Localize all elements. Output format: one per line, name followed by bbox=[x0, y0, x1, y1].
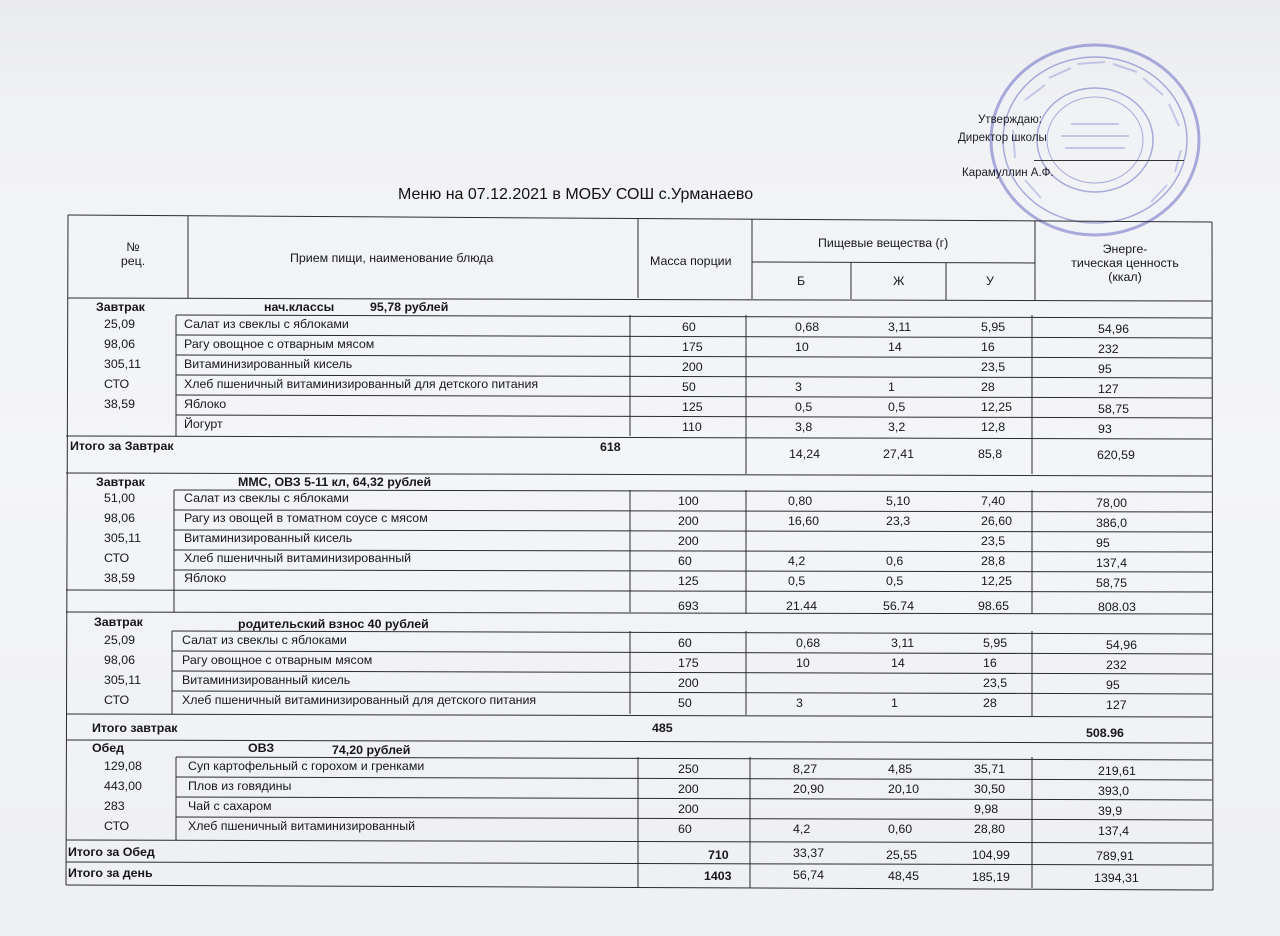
total-carbs: 98.65 bbox=[978, 599, 1010, 613]
portion-mass: 250 bbox=[678, 762, 699, 776]
page-title: Меню на 07.12.2021 в МОБУ СОШ с.Урманаево bbox=[398, 186, 754, 203]
recipe-number: 51,00 bbox=[104, 491, 136, 505]
recipe-number: 38,59 bbox=[104, 397, 136, 411]
carbs-value: 23,5 bbox=[983, 676, 1008, 690]
recipe-number: 98,06 bbox=[104, 337, 136, 351]
total-protein: 33,37 bbox=[793, 846, 825, 860]
header-nutrients: Пищевые вещества (г) bbox=[818, 236, 949, 250]
energy-value: 78,00 bbox=[1096, 496, 1128, 510]
dish-name: Йогурт bbox=[184, 417, 223, 431]
header-energy: Энерге- тическая ценность (ккал) bbox=[1071, 242, 1179, 284]
carbs-value: 28,8 bbox=[981, 554, 1006, 568]
energy-value: 127 bbox=[1098, 382, 1119, 396]
header-fat: Ж bbox=[893, 274, 905, 288]
total-energy: 808.03 bbox=[1098, 600, 1136, 614]
portion-mass: 200 bbox=[678, 514, 699, 528]
fat-value: 5,10 bbox=[886, 494, 911, 508]
carbs-value: 9,98 bbox=[974, 802, 999, 816]
section-heading-group: ОВЗ bbox=[248, 741, 275, 755]
fat-value: 14 bbox=[888, 340, 902, 354]
section-heading-group: ММС, ОВЗ 5-11 кл, 64,32 рублей bbox=[238, 475, 432, 489]
dish-name: Суп картофельный с горохом и гренками bbox=[188, 759, 425, 773]
carbs-value: 12,8 bbox=[981, 420, 1006, 434]
dish-name: Салат из свеклы с яблоками bbox=[184, 317, 349, 331]
protein-value: 4,2 bbox=[788, 554, 806, 568]
portion-mass: 100 bbox=[678, 494, 699, 508]
carbs-value: 30,50 bbox=[974, 782, 1006, 796]
portion-mass: 60 bbox=[678, 636, 692, 650]
recipe-number: 305,11 bbox=[104, 673, 141, 687]
dish-name: Яблоко bbox=[184, 397, 227, 411]
fat-value: 1 bbox=[891, 696, 898, 710]
header-mass: Масса порции bbox=[650, 254, 732, 268]
fat-value: 3,11 bbox=[888, 320, 912, 334]
protein-value: 10 bbox=[796, 656, 810, 670]
protein-value: 0,80 bbox=[788, 494, 813, 508]
carbs-value: 28 bbox=[981, 380, 995, 394]
fat-value: 3,11 bbox=[891, 636, 915, 650]
total-label: Итого завтрак bbox=[92, 721, 178, 735]
total-energy: 508.96 bbox=[1086, 726, 1124, 740]
fat-value: 3,2 bbox=[888, 420, 906, 434]
carbs-value: 28 bbox=[983, 696, 997, 710]
energy-value: 54,96 bbox=[1098, 322, 1130, 336]
total-fat: 25,55 bbox=[886, 848, 918, 862]
energy-value: 58,75 bbox=[1098, 402, 1130, 416]
section-heading-label: Завтрак bbox=[96, 475, 145, 489]
dish-name: Рагу из овощей в томатном соусе с мясом bbox=[184, 511, 428, 525]
fat-value: 20,10 bbox=[888, 782, 920, 796]
portion-mass: 50 bbox=[682, 380, 696, 394]
carbs-value: 5,95 bbox=[983, 636, 1008, 650]
energy-value: 232 bbox=[1098, 342, 1119, 356]
portion-mass: 110 bbox=[682, 420, 702, 434]
director-name: Карамуллин А.Ф. bbox=[962, 167, 1054, 179]
day-total-protein: 56,74 bbox=[793, 868, 825, 882]
dish-name: Чай с сахаром bbox=[188, 799, 272, 813]
dish-name: Хлеб пшеничный витаминизированный bbox=[188, 819, 416, 833]
day-total-energy: 1394,31 bbox=[1094, 871, 1139, 885]
protein-value: 8,27 bbox=[793, 762, 818, 776]
header-num: № рец. bbox=[120, 240, 146, 268]
protein-value: 20,90 bbox=[793, 782, 825, 796]
portion-mass: 200 bbox=[678, 782, 699, 796]
dish-name: Витаминизированный кисель bbox=[184, 531, 353, 545]
fat-value: 23,3 bbox=[886, 514, 911, 528]
carbs-value: 28,80 bbox=[974, 822, 1006, 836]
protein-value: 0,5 bbox=[788, 574, 806, 588]
fat-value: 0,5 bbox=[886, 574, 904, 588]
total-energy: 620,59 bbox=[1097, 448, 1135, 462]
protein-value: 16,60 bbox=[788, 514, 820, 528]
energy-value: 93 bbox=[1098, 422, 1112, 436]
carbs-value: 16 bbox=[983, 656, 997, 670]
protein-value: 3 bbox=[795, 380, 802, 394]
recipe-number: 443,00 bbox=[104, 779, 142, 793]
section-heading-price: 95,78 рублей bbox=[370, 300, 449, 314]
energy-value: 232 bbox=[1106, 658, 1127, 672]
energy-value: 137,4 bbox=[1096, 556, 1128, 570]
energy-value: 54,96 bbox=[1106, 638, 1138, 652]
total-fat: 56.74 bbox=[883, 599, 915, 613]
total-protein: 21.44 bbox=[786, 599, 818, 613]
recipe-number: 305,11 bbox=[104, 357, 141, 371]
protein-value: 3,8 bbox=[795, 420, 813, 434]
recipe-number: СТО bbox=[104, 819, 130, 833]
header-carbs: У bbox=[986, 274, 994, 288]
energy-value: 95 bbox=[1106, 678, 1120, 692]
dish-name: Яблоко bbox=[184, 571, 227, 585]
portion-mass: 175 bbox=[678, 656, 699, 670]
carbs-value: 23,5 bbox=[981, 534, 1006, 548]
portion-mass: 60 bbox=[682, 320, 696, 334]
fat-value: 4,85 bbox=[888, 762, 913, 776]
dish-name: Хлеб пшеничный витаминизированный для детского питания bbox=[184, 377, 539, 391]
dish-name: Хлеб пшеничный витаминизированный для детского питания bbox=[182, 693, 537, 707]
total-carbs: 104,99 bbox=[972, 848, 1010, 862]
total-mass: 693 bbox=[678, 599, 699, 613]
recipe-number: СТО bbox=[104, 693, 130, 707]
portion-mass: 200 bbox=[678, 534, 699, 548]
fat-value: 0,6 bbox=[886, 554, 904, 568]
fat-value: 1 bbox=[888, 380, 895, 394]
protein-value: 0,68 bbox=[796, 636, 821, 650]
protein-value: 4,2 bbox=[793, 822, 811, 836]
fat-value: 0,60 bbox=[888, 822, 913, 836]
header-protein: Б bbox=[797, 274, 806, 288]
protein-value: 0,68 bbox=[795, 320, 820, 334]
recipe-number: 38,59 bbox=[104, 571, 136, 585]
energy-value: 95 bbox=[1098, 362, 1112, 376]
fat-value: 14 bbox=[891, 656, 905, 670]
dish-name: Витаминизированный кисель bbox=[184, 357, 353, 371]
section-heading-price: 74,20 рублей bbox=[332, 743, 411, 757]
recipe-number: 305,11 bbox=[104, 531, 141, 545]
day-total-fat: 48,45 bbox=[888, 869, 920, 883]
energy-value: 386,0 bbox=[1096, 516, 1128, 530]
dish-name: Хлеб пшеничный витаминизированный bbox=[184, 551, 412, 565]
recipe-number: 25,09 bbox=[104, 317, 136, 331]
carbs-value: 26,60 bbox=[981, 514, 1013, 528]
day-total-mass: 1403 bbox=[704, 869, 732, 883]
portion-mass: 200 bbox=[678, 802, 699, 816]
header-meal: Прием пищи, наименование блюда bbox=[290, 251, 494, 265]
recipe-number: 98,06 bbox=[104, 511, 136, 525]
energy-value: 137,4 bbox=[1098, 824, 1130, 838]
total-mass: 710 bbox=[708, 848, 729, 862]
total-carbs: 85,8 bbox=[978, 447, 1003, 461]
section-heading-label: Завтрак bbox=[94, 615, 143, 629]
carbs-value: 16 bbox=[981, 340, 995, 354]
energy-value: 39,9 bbox=[1098, 804, 1123, 818]
dish-name: Рагу овощное с отварным мясом bbox=[184, 337, 375, 351]
carbs-value: 35,71 bbox=[974, 762, 1006, 776]
portion-mass: 125 bbox=[682, 400, 703, 414]
carbs-value: 7,40 bbox=[981, 494, 1006, 508]
portion-mass: 60 bbox=[678, 822, 692, 836]
portion-mass: 125 bbox=[678, 574, 699, 588]
recipe-number: 283 bbox=[104, 799, 125, 813]
protein-value: 0,5 bbox=[795, 400, 813, 414]
carbs-value: 5,95 bbox=[981, 320, 1006, 334]
protein-value: 10 bbox=[795, 340, 809, 354]
total-energy: 789,91 bbox=[1096, 849, 1134, 863]
recipe-number: СТО bbox=[104, 377, 130, 391]
portion-mass: 200 bbox=[682, 360, 703, 374]
fat-value: 0,5 bbox=[888, 400, 906, 414]
carbs-value: 23,5 bbox=[981, 360, 1006, 374]
approval-label: Утверждаю: bbox=[978, 114, 1042, 126]
portion-mass: 50 bbox=[678, 696, 692, 710]
recipe-number: 25,09 bbox=[104, 633, 136, 647]
total-label: Итого за Завтрак bbox=[70, 439, 174, 453]
total-protein: 14,24 bbox=[789, 447, 821, 461]
carbs-value: 12,25 bbox=[981, 574, 1013, 588]
recipe-number: СТО bbox=[104, 551, 130, 565]
total-mass: 618 bbox=[600, 440, 621, 454]
recipe-number: 98,06 bbox=[104, 653, 136, 667]
carbs-value: 12,25 bbox=[981, 400, 1013, 414]
dish-name: Рагу овощное с отварным мясом bbox=[182, 653, 373, 667]
energy-value: 95 bbox=[1096, 536, 1110, 550]
total-fat: 27,41 bbox=[883, 447, 915, 461]
protein-value: 3 bbox=[796, 696, 803, 710]
portion-mass: 60 bbox=[678, 554, 692, 568]
energy-value: 219,61 bbox=[1098, 764, 1136, 778]
portion-mass: 200 bbox=[678, 676, 699, 690]
day-total-label: Итого за день bbox=[68, 866, 153, 880]
recipe-number: 129,08 bbox=[104, 759, 142, 773]
dish-name: Салат из свеклы с яблоками bbox=[184, 491, 349, 505]
dish-name: Витаминизированный кисель bbox=[182, 673, 351, 687]
section-heading-group: родительский взнос 40 рублей bbox=[238, 617, 429, 631]
section-heading-group: нач.классы bbox=[264, 300, 335, 314]
director-position: Директор школы bbox=[958, 132, 1047, 144]
dish-name: Салат из свеклы с яблоками bbox=[182, 633, 347, 647]
energy-value: 127 bbox=[1106, 698, 1127, 712]
section-heading-label: Обед bbox=[92, 741, 125, 755]
total-label: Итого за Обед bbox=[68, 845, 155, 859]
dish-name: Плов из говядины bbox=[188, 779, 292, 793]
portion-mass: 175 bbox=[682, 340, 703, 354]
energy-value: 393,0 bbox=[1098, 784, 1130, 798]
section-heading-label: Завтрак bbox=[96, 300, 145, 314]
total-mass: 485 bbox=[652, 721, 673, 735]
day-total-carbs: 185,19 bbox=[972, 870, 1010, 884]
energy-value: 58,75 bbox=[1096, 576, 1128, 590]
